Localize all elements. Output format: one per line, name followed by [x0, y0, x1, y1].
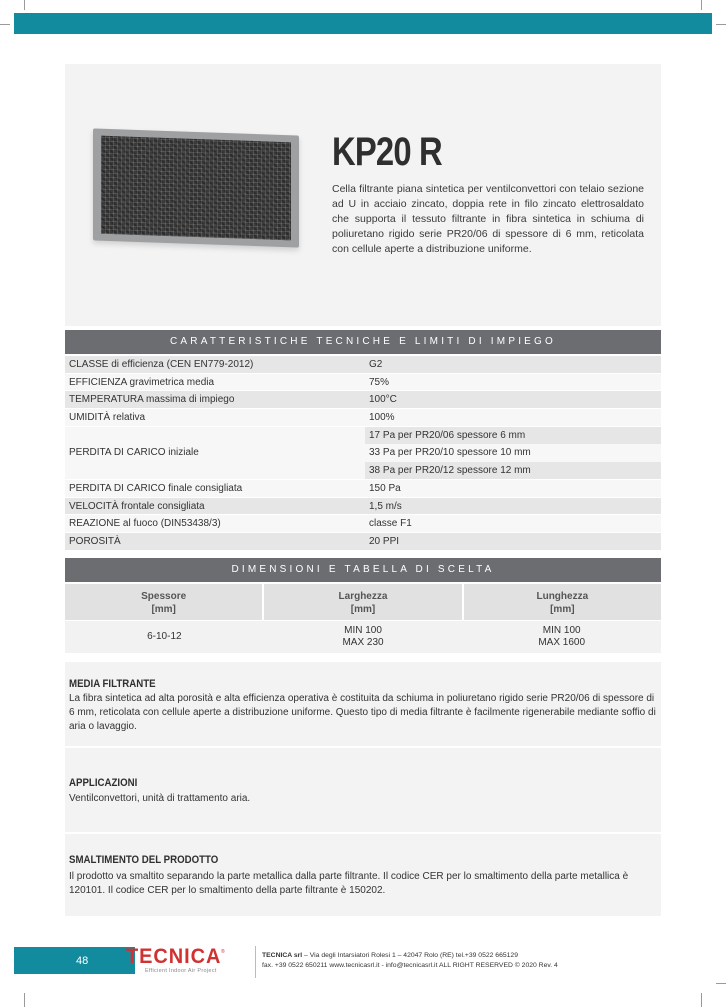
top-accent-bar	[14, 13, 712, 34]
spec-label: EFFICIENZA gravimetrica media	[65, 373, 365, 391]
column-header	[464, 584, 661, 620]
crop-mark-icon	[701, 0, 702, 10]
spec-value: 100°C	[365, 391, 661, 409]
crop-mark-icon	[701, 993, 702, 1007]
column-unit: [mm]	[350, 604, 376, 615]
section-text: Il prodotto va smaltito separando la parte metallica dalla parte filtrante. Il codice CER per lo smaltimento della parte metallica è 120101. Il codice CER per lo smaltimento della parte filtrante è 150202.	[69, 871, 629, 896]
dimensions-table-header	[65, 584, 661, 620]
cell-spessore	[65, 621, 264, 653]
spec-label: VELOCITÀ frontale consigliata	[65, 497, 365, 515]
section-title: APPLICAZIONI	[69, 777, 138, 789]
spec-value: classe F1	[365, 515, 661, 533]
footer-contacts: fax. +39 0522 650211 www.tecnicasrl.it - info@tecnicasrl.it ALL RIGHT RESERVED © 2020 Rev. 4	[262, 962, 558, 969]
spec-value: 20 PPI	[365, 533, 661, 551]
spec-value: 17 Pa per PR20/06 spessore 6 mm	[365, 427, 661, 444]
footer-address	[262, 952, 518, 959]
table-row	[65, 356, 661, 373]
section-text: La fibra sintetica ad alta porosità e alta efficienza operativa è costituita da schiuma in poliuretano rigido serie PR20/06 di spessore di 6 mm, reticolata con cellule aperte a distribuzione uniforme. Questo tipo di media filtrante è facilmente rigenerabile mediante soffio di aria o lavaggio.	[69, 693, 656, 732]
spec-label: TEMPERATURA massima di impiego	[65, 391, 365, 409]
spec-value: 33 Pa per PR20/10 spessore 10 mm	[365, 444, 661, 461]
cell-larghezza	[264, 621, 463, 653]
lunghezza-min: MIN 100	[542, 624, 581, 636]
section-media-filtrante	[65, 662, 661, 746]
spec-value-multi	[365, 426, 661, 479]
crop-mark-icon	[24, 993, 25, 1007]
filter-panel-image	[93, 128, 299, 247]
larghezza-max: MAX 230	[342, 637, 384, 648]
section-text: Ventilconvettori, unità di trattamento aria.	[69, 793, 251, 804]
column-header	[264, 584, 461, 620]
spec-value: G2	[365, 356, 661, 373]
product-title: KP20 R	[332, 130, 442, 174]
column-name: Larghezza	[338, 591, 388, 602]
table-row	[65, 479, 661, 497]
section-title: MEDIA FILTRANTE	[69, 678, 156, 690]
spec-label: PERDITA DI CARICO iniziale	[65, 426, 365, 479]
company-name: TECNICA srl	[262, 952, 303, 959]
spec-value: 150 Pa	[365, 479, 661, 497]
spec-value: 100%	[365, 409, 661, 427]
table-row	[65, 373, 661, 391]
section-smaltimento	[65, 834, 661, 916]
table-row	[65, 533, 661, 551]
spec-value: 1,5 m/s	[365, 497, 661, 515]
section-title: SMALTIMENTO DEL PRODOTTO	[69, 854, 219, 866]
specs-header: CARATTERISTICHE TECNICHE E LIMITI DI IMPIEGO	[65, 330, 661, 354]
table-row	[65, 426, 661, 479]
crop-mark-icon	[0, 24, 10, 25]
spec-value: 75%	[365, 373, 661, 391]
column-header	[65, 584, 262, 620]
table-row	[65, 497, 661, 515]
spec-label: UMIDITÀ relativa	[65, 409, 365, 427]
crop-mark-icon	[24, 0, 25, 10]
specs-table	[65, 356, 661, 551]
column-unit: [mm]	[550, 604, 575, 615]
address-text: – Via degli Intarsiatori Rolesi 1 – 42047 Rolo (RE) tel.+39 0522 665129	[302, 952, 518, 959]
page-number: 48	[14, 947, 135, 974]
spessore-value: 6-10-12	[147, 630, 182, 642]
larghezza-min: MIN 100	[344, 624, 382, 636]
column-name: Spessore	[141, 591, 187, 602]
crop-mark-icon	[716, 24, 726, 25]
table-row	[65, 515, 661, 533]
footer-divider	[255, 946, 256, 978]
spec-label: PERDITA DI CARICO finale consigliata	[65, 479, 365, 497]
company-logo: TECNICA	[126, 945, 222, 968]
dimensions-header: DIMENSIONI E TABELLA DI SCELTA	[65, 558, 661, 582]
column-name: Lunghezza	[536, 591, 589, 602]
cell-lunghezza	[462, 621, 661, 653]
spec-label: REAZIONE al fuoco (DIN53438/3)	[65, 515, 365, 533]
spec-label: CLASSE di efficienza (CEN EN779-2012)	[65, 356, 365, 373]
table-row	[65, 409, 661, 427]
lunghezza-max: MAX 1600	[538, 637, 586, 648]
table-row	[65, 391, 661, 409]
crop-mark-icon	[716, 983, 726, 984]
section-applicazioni	[65, 748, 661, 832]
table-row	[65, 621, 661, 653]
product-description: Cella filtrante piana sintetica per ventilconvettori con telaio sezione ad U in acciaio zincato, doppia rete in filo zincato elettrosaldato che supporta il tessuto filtrante in fibra sintetica in schiuma di poliuretano rigido serie PR20/06 di spessore di 6 mm, reticolata con cellule aperte a distribuzione uniforme.	[332, 183, 644, 255]
spec-label: POROSITÀ	[65, 533, 365, 551]
spec-value: 38 Pa per PR20/12 spessore 12 mm	[365, 462, 661, 479]
logo-tagline: Efficient Indoor Air Project	[145, 968, 217, 974]
filter-mesh	[101, 136, 291, 241]
logo-registered-mark: ®	[221, 949, 225, 955]
column-unit: [mm]	[151, 604, 176, 615]
